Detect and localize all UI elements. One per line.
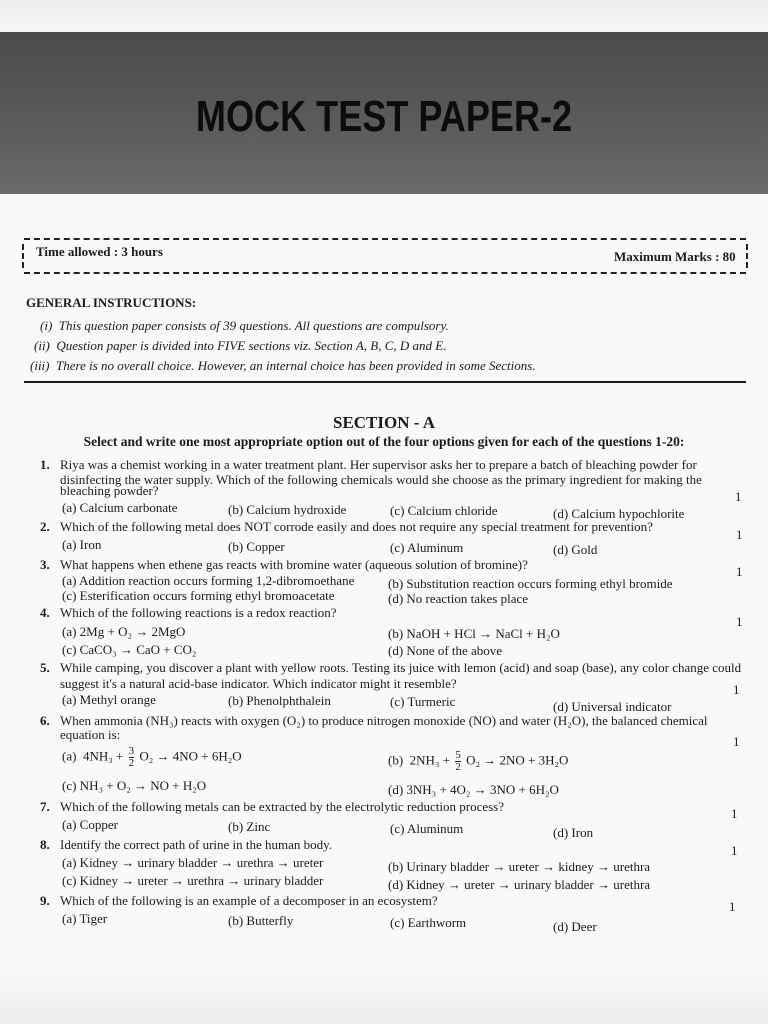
option-d: (d) Gold xyxy=(553,542,598,557)
instruction-text: Question paper is divided into FIVE sections viz. Section A, B, C, D and E. xyxy=(56,338,447,353)
option-a: (a) Copper xyxy=(62,817,118,832)
question-number: 9. xyxy=(40,893,50,908)
option-b: (b) Calcium hydroxide xyxy=(228,502,347,517)
option-b: (b) Substitution reaction occurs forming ethyl bromide xyxy=(388,576,673,591)
option-b: (b) Zinc xyxy=(228,819,271,834)
fraction-numerator: 5 xyxy=(455,749,461,761)
box-left-border xyxy=(22,244,24,268)
option-c: (c) CaCO₃ → CaO + CO₂ xyxy=(62,642,197,657)
fraction xyxy=(455,750,461,773)
question-number: 4. xyxy=(40,605,50,620)
option-c: (c) Esterification occurs forming ethyl bromoacetate xyxy=(62,588,335,603)
option-d: (d) Iron xyxy=(553,825,594,840)
instruction-text: This question paper consists of 39 questions. All questions are compulsory. xyxy=(58,318,449,333)
question-text: bleaching powder? xyxy=(60,483,159,498)
question-text: Riya was a chemist working in a water treatment plant. Her supervisor asks her to prepare a batch of bleaching powder for xyxy=(60,457,697,472)
option-c: (c) Calcium chloride xyxy=(390,503,498,518)
box-right-border xyxy=(746,244,748,268)
option-a: (a) Kidney → urinary bladder → urethra → ureter xyxy=(62,855,324,870)
instruction-num: (iii) xyxy=(30,358,50,373)
question-number: 8. xyxy=(40,837,50,852)
option-c: (c) Kidney → ureter → urethra → urinary bladder xyxy=(62,873,324,888)
instruction-num: (ii) xyxy=(34,338,50,353)
option-a xyxy=(62,746,242,769)
option-d: (d) No reaction takes place xyxy=(388,591,529,606)
option-b: (b) NaOH + HCl → NaCl + H₂O xyxy=(388,626,560,641)
option-b: (b) Copper xyxy=(228,539,285,554)
instructions-heading: GENERAL INSTRUCTIONS: xyxy=(26,295,197,310)
option-d: (d) None of the above xyxy=(388,643,503,658)
option-c: (c) Turmeric xyxy=(390,694,456,709)
top-margin xyxy=(0,0,768,32)
option-b: (b) Phenolphthalein xyxy=(228,693,331,708)
question-text: disinfecting the water supply. Which of the following chemicals would she choose as the primary ingredient for making the xyxy=(60,472,702,487)
section-divider xyxy=(24,381,746,383)
question-number: 2. xyxy=(40,519,50,534)
question-text: Which of the following metal does NOT corrode easily and does not require any special treatment for prevention? xyxy=(60,519,653,534)
page-title: MOCK TEST PAPER-2 xyxy=(195,92,573,141)
question-marks: 1 xyxy=(736,527,743,542)
equation-part: O₂ → 2NO + 3H₂O xyxy=(466,752,569,768)
option-d: (d) 3NH₃ + 4O₂ → 3NO + 6H₂O xyxy=(388,782,559,797)
option-a: (a) Calcium carbonate xyxy=(62,500,178,515)
equation-part: 4NH₃ + xyxy=(82,748,124,764)
option-b xyxy=(388,750,568,773)
fraction-denominator: 2 xyxy=(455,761,461,773)
question-marks: 1 xyxy=(733,734,740,749)
option-a: (a) Iron xyxy=(62,537,102,552)
fraction-numerator: 3 xyxy=(128,745,135,757)
instruction-item-2 xyxy=(34,338,446,354)
question-text: What happens when ethene gas reacts with bromine water (aqueous solution of bromine)? xyxy=(60,557,528,572)
instruction-text: There is no overall choice. However, an internal choice has been provided in some Sections. xyxy=(56,358,536,373)
question-number: 6. xyxy=(40,713,50,728)
option-label: (a) xyxy=(62,748,77,764)
question-marks: 1 xyxy=(736,564,743,579)
question-text: When ammonia (NH₃) reacts with oxygen (O₂) to produce nitrogen monoxide (NO) and water (H₂O), the balanced chemical xyxy=(60,713,708,728)
question-text: equation is: xyxy=(60,727,121,742)
option-a: (a) Tiger xyxy=(62,911,108,926)
question-marks: 1 xyxy=(731,806,738,821)
question-number: 5. xyxy=(40,660,50,675)
option-d: (d) Deer xyxy=(553,919,597,934)
equation-part: 2NH₃ + xyxy=(409,752,451,768)
option-c: (c) Aluminum xyxy=(390,540,464,555)
option-c: (c) Earthworm xyxy=(390,915,467,930)
question-number: 3. xyxy=(40,557,50,572)
question-text: Identify the correct path of urine in the human body. xyxy=(60,837,333,852)
option-b: (b) Urinary bladder → ureter → kidney → urethra xyxy=(388,859,651,874)
question-number: 1. xyxy=(40,457,50,472)
bottom-shadow xyxy=(0,970,768,1024)
time-allowed: Time allowed : 3 hours xyxy=(36,244,163,259)
fraction-denominator: 2 xyxy=(128,757,135,769)
question-text: While camping, you discover a plant with yellow roots. Testing its juice with lemon (acid) and soap (base), any color change could xyxy=(60,660,742,675)
option-a: (a) Addition reaction occurs forming 1,2-dibromoethane xyxy=(62,573,355,588)
question-marks: 1 xyxy=(735,489,742,504)
question-marks: 1 xyxy=(731,843,738,858)
question-marks: 1 xyxy=(729,899,736,914)
question-text: Which of the following reactions is a redox reaction? xyxy=(60,605,337,620)
option-d: (d) Kidney → ureter → urinary bladder → urethra xyxy=(388,877,651,892)
fraction xyxy=(129,746,135,769)
question-text: Which of the following metals can be extracted by the electrolytic reduction process? xyxy=(60,799,504,814)
option-a: (a) 2Mg + O₂ → 2MgO xyxy=(62,624,186,639)
equation-part: O₂ → 4NO + 6H₂O xyxy=(139,748,242,764)
question-text: suggest it's a natural acid-base indicator. Which indicator might it resemble? xyxy=(60,676,457,691)
question-number: 7. xyxy=(40,799,50,814)
question-marks: 1 xyxy=(736,614,743,629)
question-text: Which of the following is an example of a decomposer in an ecosystem? xyxy=(60,893,438,908)
option-label: (b) xyxy=(388,752,404,768)
option-c: (c) Aluminum xyxy=(390,821,464,836)
maximum-marks: Maximum Marks : 80 xyxy=(614,249,736,264)
question-marks: 1 xyxy=(733,682,740,697)
instruction-item-1 xyxy=(40,318,449,334)
option-c: (c) NH₃ + O₂ → NO + H₂O xyxy=(62,778,207,793)
option-d: (d) Universal indicator xyxy=(553,699,672,714)
instruction-item-3 xyxy=(30,358,536,374)
section-subtitle: Select and write one most appropriate option out of the four options given for each of the questions 1-20: xyxy=(83,434,685,449)
option-d: (d) Calcium hypochlorite xyxy=(553,506,685,521)
section-title: SECTION - A xyxy=(332,413,436,432)
option-b: (b) Butterfly xyxy=(228,913,294,928)
instruction-num: (i) xyxy=(40,318,53,333)
option-a: (a) Methyl orange xyxy=(62,692,156,707)
